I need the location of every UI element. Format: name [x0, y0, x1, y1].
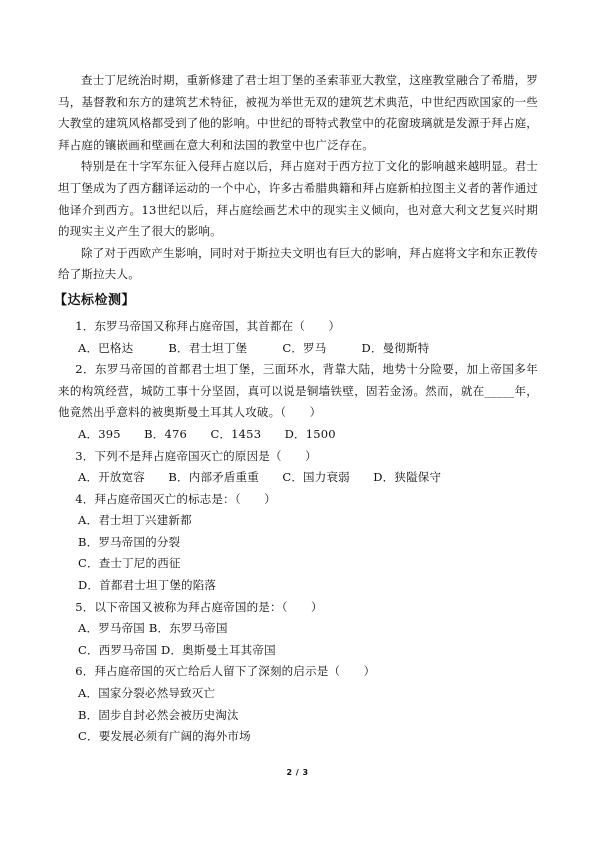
- question-option-b: B．罗马帝国的分裂: [78, 534, 181, 549]
- question-1: [58, 316, 538, 359]
- question-2: [58, 359, 538, 445]
- question-options-cd: C．西罗马帝国 D．奥斯曼土耳其帝国: [78, 642, 276, 657]
- question-options: A．开放宽容 B．内部矛盾重重 C．国力衰弱 D．狭隘保守: [78, 470, 442, 485]
- question-stem: 4．拜占庭帝国灭亡的标志是：（ ）: [75, 491, 276, 506]
- question-4: [58, 489, 538, 597]
- page-content: [54, 70, 538, 748]
- question-6: [58, 661, 538, 747]
- body-paragraph-1: 查士丁尼统治时期，重新修建了君士坦丁堡的圣索菲亚大教堂，这座教堂融合了希腊，罗马，基督教和东方的建筑艺术特征，被视为举世无双的建筑艺术典范，中世纪西欧国家的一些大教堂的建筑风格都受到了他的影响。中世纪的哥特式教堂中的花窗玻璃就是发源于拜占庭，拜占庭的镶嵌画和壁画在意大利和法国的教堂中也广泛存在。: [58, 73, 538, 152]
- page-number: 2 / 3: [286, 768, 309, 777]
- question-stem: 1．东罗马帝国又称拜占庭帝国，其首都在（ ）: [75, 318, 341, 333]
- question-5: [58, 597, 538, 662]
- question-options: A．395 B．476 C．1453 D．1500: [78, 426, 336, 441]
- question-option-a: A．君士坦丁兴建新都: [78, 513, 192, 528]
- question-stem: 3．下列不是拜占庭帝国灭亡的原因是（ ）: [75, 448, 317, 463]
- question-option-b: B．固步自封必然会被历史淘汰: [78, 707, 239, 722]
- question-options-ab: A．罗马帝国 B．东罗马帝国: [78, 621, 228, 636]
- question-option-a: A．国家分裂必然导致灭亡: [78, 686, 216, 701]
- question-options: A．巴格达 B．君士坦丁堡 C．罗马 D．曼彻斯特: [78, 340, 430, 355]
- question-stem: 2．东罗马帝国的首都君士坦丁堡，三面环水，背靠大陆，地势十分险要，加上帝国多年来的构筑经营，城防工事十分坚固，真可以说是铜墙铁壁，固若金汤。然而，就在_____年，他竟然出乎意料的被奥斯曼土耳其人攻破。（ ）: [58, 362, 538, 420]
- question-3: [58, 446, 538, 489]
- question-option-d: D．首都君士坦丁堡的陷落: [78, 578, 217, 593]
- question-stem: 5．以下帝国又被称为拜占庭帝国的是：（ ）: [75, 599, 323, 614]
- question-stem: 6．拜占庭帝国的灭亡给后人留下了深刻的启示是（ ）: [75, 664, 376, 679]
- question-option-c: C．要发展必须有广阔的海外市场: [78, 729, 251, 744]
- body-paragraph-3: 除了对于西欧产生影响，同时对于斯拉夫文明也有巨大的影响，拜占庭将文字和东正教传给了斯拉夫人。: [58, 245, 538, 282]
- section-title-quiz: 【达标检测】: [54, 292, 136, 308]
- question-option-c: C．查士丁尼的西征: [78, 556, 181, 571]
- body-paragraph-2: 特别是在十字军东征入侵拜占庭以后，拜占庭对于西方拉丁文化的影响越来越明显。君士坦丁堡成为了西方翻译运动的一个中心，许多古希腊典籍和拜占庭新柏拉图主义者的著作通过他译介到西方。13世纪以后，拜占庭绘画艺术中的现实主义倾向，也对意大利文艺复兴时期的现实主义产生了很大的影响。: [58, 159, 538, 239]
